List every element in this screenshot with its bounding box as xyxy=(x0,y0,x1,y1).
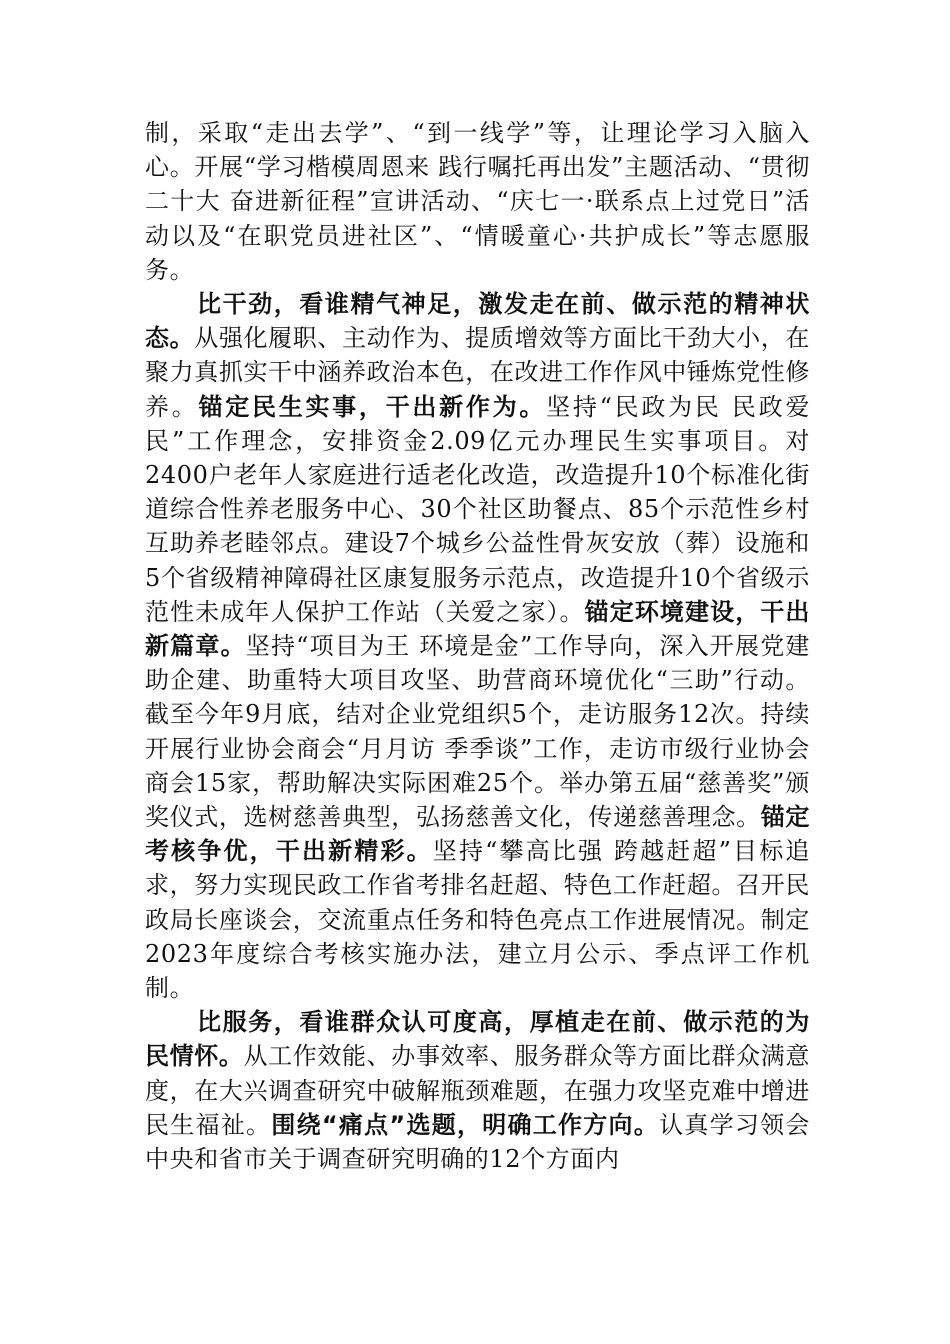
paragraph-volunteer-service xyxy=(145,116,810,287)
body-text: 坚持“民政为民 民政爱民”工作理念，安排资金2.09亿元办理民生实事项目。对2400户老年人家庭进行适老化改造，改造提升10个标准化街道综合性养老服务中心、30个社区助餐点、85个示范性乡村互助养老睦邻点。建设7个城乡公益性骨灰安放（葬）设施和5个省级精神障碍社区康复服务示范点，改造提升10个省级示范性未成年人保护工作站（关爱之家）。 xyxy=(145,392,811,626)
subsection-heading: 锚定环境建设，干出新篇章。 xyxy=(145,597,810,661)
body-text: 坚持“项目为王 环境是金”工作导向，深入开展党建助企建、助重特大项目攻坚、助营商环境优化“三助”行动。截至今年9月底，结对企业党组织5个，走访服务12次。持续开展行业协会商会“月月访 季季谈”工作，走访市级行业协会商会15家，帮助解决实际困难25个。举办第五届“慈善奖”颁奖仪式，选树慈善典型，弘扬慈善文化，传递慈善理念。 xyxy=(145,632,810,832)
body-text: 从工作效能、办事效率、服务群众等方面比群众满意度，在大兴调查研究中破解瓶颈难题，在强力攻坚克难中增进民生福祉。 xyxy=(145,1042,810,1139)
section-heading: 比干劲，看谁精气神足，激发走在前、做示范的精神状态。 xyxy=(145,290,810,353)
subsection-heading: 围绕“痛点”选题，明确工作方向。 xyxy=(271,1110,660,1139)
paragraph-compare-service xyxy=(145,1005,810,1176)
document-body xyxy=(145,116,810,1176)
body-text: 坚持“攀高比强 跨越赶超”目标追求，努力实现民政工作省考排名赶超、特色工作赶超。召开民政局长座谈会，交流重点任务和特色亮点工作进展情况。制定2023年度综合考核实施办法，建立月公示、季点评工作机制。 xyxy=(145,837,810,1003)
subsection-heading: 锚定考核争优，干出新精彩。 xyxy=(145,803,810,866)
body-text: 认真学习领会中央和省市关于调查研究明确的12个方面内 xyxy=(145,1110,811,1174)
body-text: 从强化履职、主动作为、提质增效等方面比干劲大小，在聚力真抓实干中涵养政治本色，在改进工作作风中锤炼党性修养。 xyxy=(145,324,810,421)
paragraph-compare-drive xyxy=(145,287,810,1005)
body-text: 制，采取“走出去学”、“到一线学”等，让理论学习入脑入心。开展“学习楷模周恩来 践行嘱托再出发”主题活动、“贯彻二十大 奋进新征程”宣讲活动、“庆七一·联系点上过党日”活动以及“在职党员进社区”、“情暖童心·共护成长”等志愿服务。 xyxy=(145,119,810,284)
subsection-heading: 锚定民生实事，干出新作为。 xyxy=(198,392,547,421)
section-heading: 比服务，看谁群众认可度高，厚植走在前、做示范的为民情怀。 xyxy=(145,1008,810,1071)
